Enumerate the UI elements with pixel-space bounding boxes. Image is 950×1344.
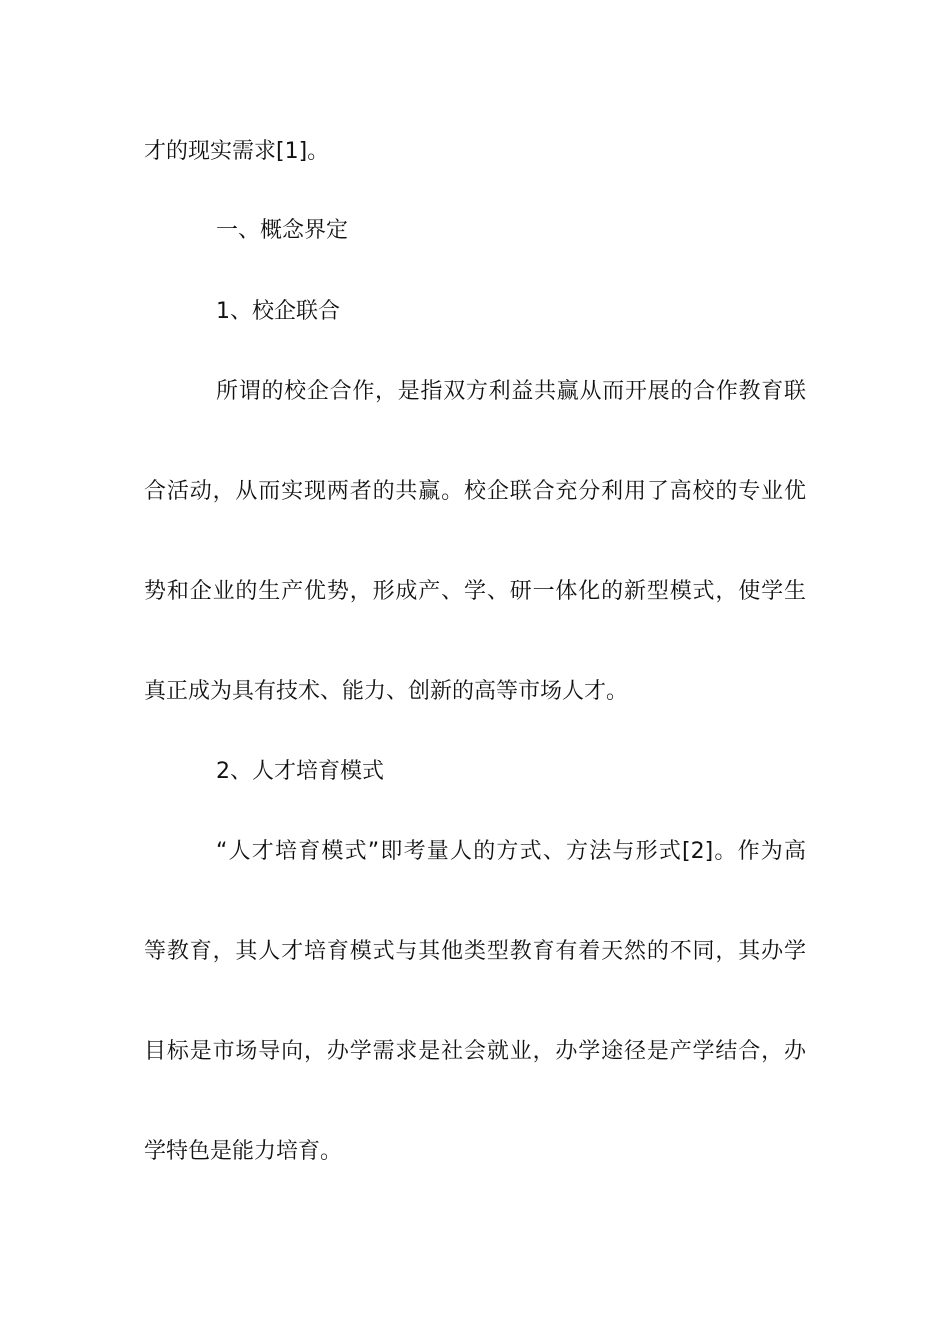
- subsection-heading: 2、人才培育模式: [216, 759, 384, 784]
- paragraph-line: “人才培育模式”即考量人的方式、方法与形式[2]。作为高: [216, 839, 806, 864]
- paragraph-line: 真正成为具有技术、能力、创新的高等市场人才。: [144, 679, 629, 704]
- subsection-heading: 1、校企联合: [216, 299, 340, 324]
- paragraph-line: 学特色是能力培育。: [144, 1139, 343, 1164]
- section-heading: 一、概念界定: [216, 218, 349, 243]
- paragraph-line: 合活动，从而实现两者的共赢。校企联合充分利用了高校的专业优: [144, 479, 806, 504]
- paragraph-line: 势和企业的生产优势，形成产、学、研一体化的新型模式，使学生: [144, 579, 806, 604]
- paragraph-line: 所谓的校企合作，是指双方利益共赢从而开展的合作教育联: [216, 379, 806, 404]
- paragraph-line: 才的现实需求[1]。: [144, 139, 330, 164]
- paragraph-line: 等教育，其人才培育模式与其他类型教育有着天然的不同，其办学: [144, 939, 806, 964]
- paragraph-line: 目标是市场导向，办学需求是社会就业，办学途径是产学结合，办: [144, 1039, 806, 1064]
